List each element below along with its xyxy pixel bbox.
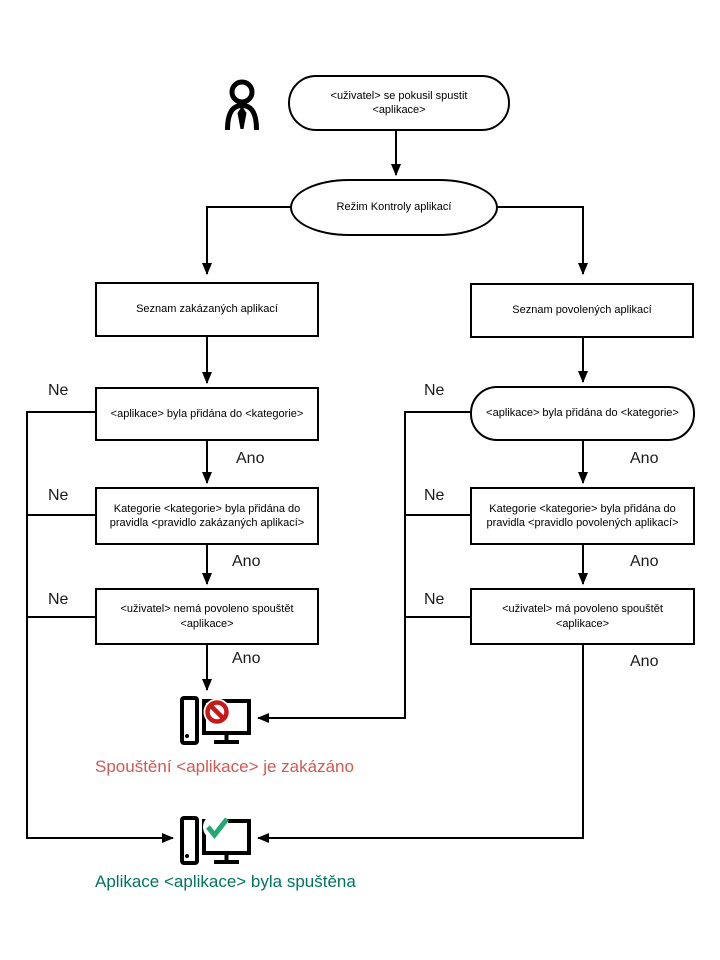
- prohibition-icon: [204, 699, 231, 726]
- node-allow-category-label: <aplikace> byla přidána do <kategorie>: [486, 407, 679, 420]
- branch-label-yes: Ano: [236, 450, 265, 467]
- node-deny-rule-label: Kategorie <kategorie> byla přidána do pravidla <pravidlo zakázaných aplikací>: [109, 502, 305, 529]
- node-control-mode: [290, 179, 498, 236]
- started-computer-icon: [182, 814, 249, 863]
- branch-label-no: Ne: [424, 487, 445, 504]
- node-allow-rule-label: Kategorie <kategorie> byla přidána do pravidla <pravidlo povolených aplikací>: [486, 502, 679, 529]
- person-icon: [228, 82, 257, 130]
- blocked-computer-icon: [182, 698, 249, 743]
- branch-label-no: Ne: [424, 591, 445, 608]
- node-start: [288, 75, 510, 131]
- node-deny-category: [95, 387, 319, 441]
- node-deny-category-label: <aplikace> byla přidána do <kategorie>: [110, 407, 304, 420]
- node-deny-user: [95, 588, 319, 645]
- node-allowlist: [470, 283, 694, 338]
- node-allowlist-label: Seznam povolených aplikací: [512, 304, 652, 317]
- branch-label-no: Ne: [48, 487, 69, 504]
- branch-label-yes: Ano: [232, 553, 261, 570]
- branch-label-yes: Ano: [630, 450, 659, 467]
- node-deny-user-label: <uživatel> nemá povoleno spouštět <aplikace>: [120, 603, 294, 630]
- node-denylist-label: Seznam zakázaných aplikací: [136, 303, 278, 316]
- node-allow-user-label: <uživatel> má povoleno spouštět <aplikace>: [502, 603, 663, 630]
- branch-label-no: Ne: [424, 382, 445, 399]
- connector-allow-user-yes: [258, 645, 583, 838]
- branch-label-yes: Ano: [232, 650, 261, 667]
- outcome-started-text: Aplikace <aplikace> byla spuštěna: [95, 872, 356, 891]
- branch-label-yes: Ano: [630, 653, 659, 670]
- checkmark-icon: [203, 814, 229, 840]
- outcome-blocked-text: Spouštění <aplikace> je zakázáno: [95, 757, 354, 776]
- branch-label-yes: Ano: [630, 553, 659, 570]
- node-deny-rule: [95, 487, 319, 545]
- node-start-label: <uživatel> se pokusil spustit <aplikace>: [330, 89, 468, 116]
- node-allow-category: [470, 386, 695, 441]
- node-allow-user: [470, 588, 695, 645]
- branch-label-no: Ne: [48, 591, 69, 608]
- node-allow-rule: [470, 487, 695, 545]
- branch-label-no: Ne: [48, 382, 69, 399]
- connector-mode-to-denylist: [207, 207, 292, 274]
- connector-right-ne-rail: [258, 412, 470, 718]
- node-denylist: [95, 282, 319, 337]
- connector-mode-to-allowlist: [496, 207, 583, 274]
- node-control-mode-label: Režim Kontroly aplikací: [336, 201, 452, 214]
